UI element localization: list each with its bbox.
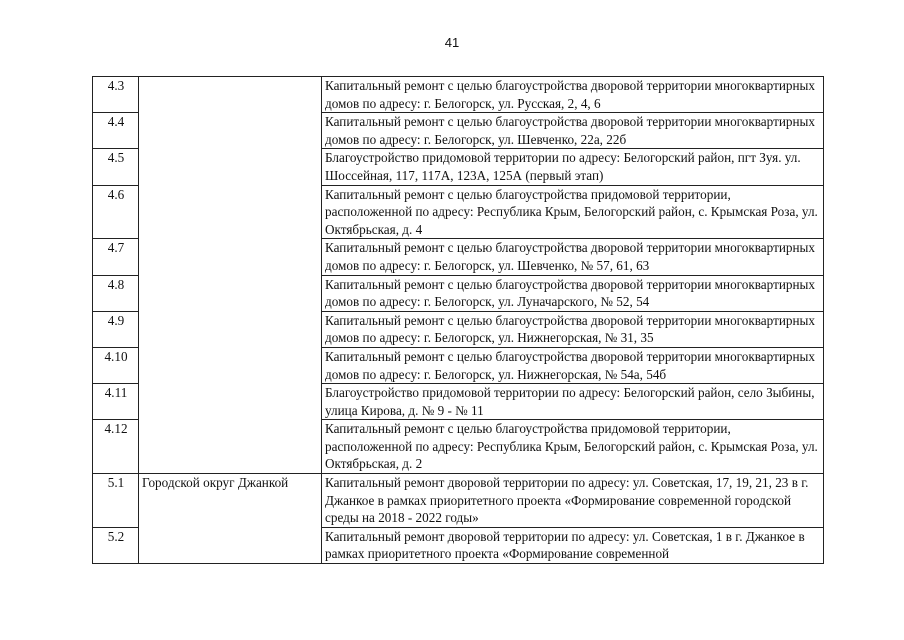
work-description: Капитальный ремонт с целью благоустройства дворовой территории многоквартирных домов по адресу: г. Белогорск, ул. Шевченко, № 57, 61, 63 [322, 239, 824, 275]
table-row [93, 275, 824, 311]
work-description: Капитальный ремонт с целью благоустройства придомовой территории, расположенной по адресу: Республика Крым, Белогорский район, с. Крымская Роза, ул. Октябрьская, д. 4 [322, 185, 824, 239]
work-description: Капитальный ремонт дворовой территории по адресу: ул. Советская, 1 в г. Джанкое в рамках приоритетного проекта «Формирование современной [322, 527, 824, 563]
work-description: Капитальный ремонт с целью благоустройства дворовой территории многоквартирных домов по адресу: г. Белогорск, ул. Шевченко, 22а, 22б [322, 113, 824, 149]
table-row [93, 527, 824, 563]
work-description: Капитальный ремонт с целью благоустройства дворовой территории многоквартирных домов по адресу: г. Белогорск, ул. Нижнегорская, № 31, 35 [322, 311, 824, 347]
row-number: 4.10 [93, 347, 139, 383]
organization-cell: Городской округ Джанкой [139, 474, 322, 528]
row-number: 4.8 [93, 275, 139, 311]
organization-cell [139, 527, 322, 563]
row-number: 5.1 [93, 474, 139, 528]
table-row [93, 474, 824, 528]
row-number: 4.6 [93, 185, 139, 239]
table-row [93, 239, 824, 275]
organization-cell [139, 113, 322, 149]
table-row [93, 149, 824, 185]
row-number: 4.3 [93, 77, 139, 113]
organization-cell [139, 77, 322, 113]
table-row [93, 311, 824, 347]
work-description: Благоустройство придомовой территории по адресу: Белогорский район, село Зыбины, улица Кирова, д. № 9 - № 11 [322, 384, 824, 420]
table-row [93, 384, 824, 420]
table-row [93, 420, 824, 474]
work-description: Капитальный ремонт с целью благоустройства придомовой территории, расположенной по адресу: Республика Крым, Белогорский район, с. Крымская Роза, ул. Октябрьская, д. 2 [322, 420, 824, 474]
page-number: 41 [444, 35, 460, 50]
row-number: 4.7 [93, 239, 139, 275]
work-description: Благоустройство придомовой территории по адресу: Белогорский район, пгт Зуя. ул. Шоссейная, 117, 117А, 123А, 125А (первый этап) [322, 149, 824, 185]
work-description: Капитальный ремонт с целью благоустройства дворовой территории многоквартирных домов по адресу: г. Белогорск, ул. Луначарского, № 52, 54 [322, 275, 824, 311]
organization-cell [139, 149, 322, 185]
work-description: Капитальный ремонт с целью благоустройства дворовой территории многоквартирных домов по адресу: г. Белогорск, ул. Нижнегорская, № 54а, 54б [322, 347, 824, 383]
organization-cell [139, 275, 322, 311]
work-description: Капитальный ремонт с целью благоустройства дворовой территории многоквартирных домов по адресу: г. Белогорск, ул. Русская, 2, 4, 6 [322, 77, 824, 113]
table-row [93, 347, 824, 383]
row-number: 4.4 [93, 113, 139, 149]
work-description: Капитальный ремонт дворовой территории по адресу: ул. Советская, 17, 19, 21, 23 в г. Джанкое в рамках приоритетного проекта «Формирование современной городской среды на 2018 - 2022 годы» [322, 474, 824, 528]
table-row [93, 113, 824, 149]
row-number: 4.5 [93, 149, 139, 185]
organization-cell [139, 347, 322, 383]
organization-cell [139, 185, 322, 239]
row-number: 5.2 [93, 527, 139, 563]
organization-cell [139, 384, 322, 420]
table-row [93, 185, 824, 239]
works-table [92, 76, 824, 564]
row-number: 4.11 [93, 384, 139, 420]
organization-cell [139, 239, 322, 275]
table-row [93, 77, 824, 113]
organization-cell [139, 420, 322, 474]
row-number: 4.12 [93, 420, 139, 474]
row-number: 4.9 [93, 311, 139, 347]
organization-cell [139, 311, 322, 347]
